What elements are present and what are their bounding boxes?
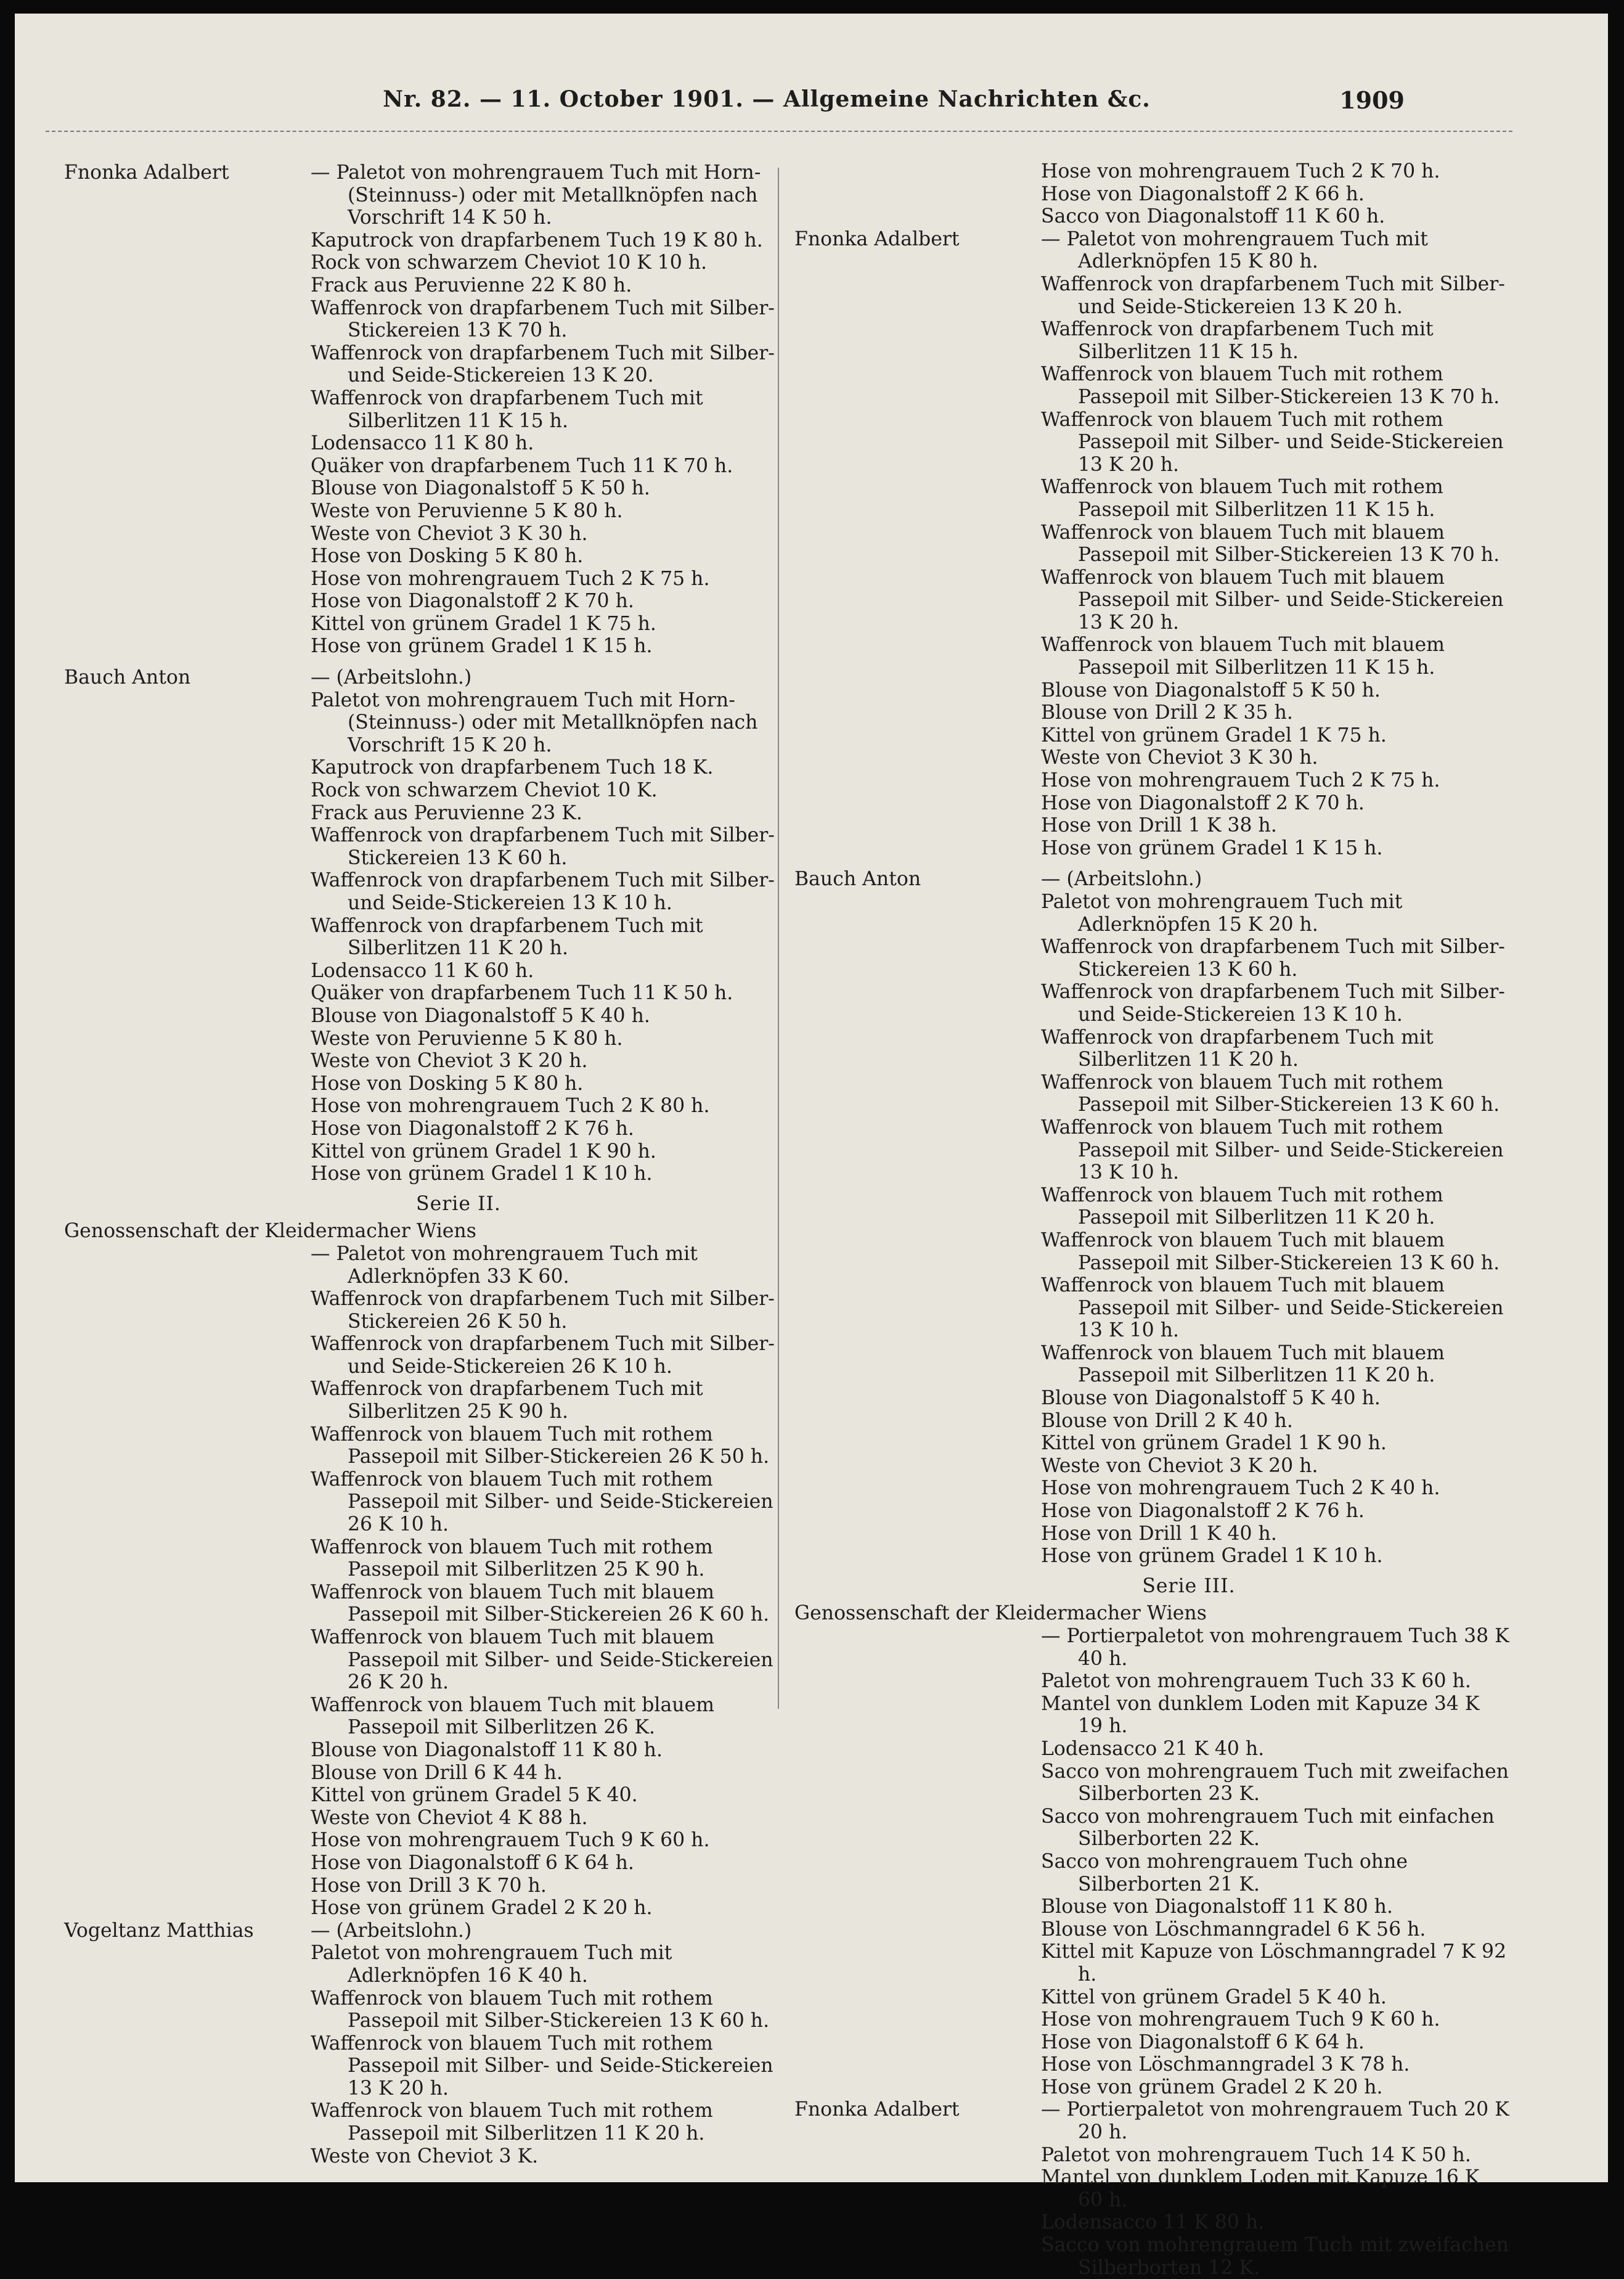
price-item: Hose von mohrengrauem Tuch 2 K 80 h. bbox=[311, 1095, 710, 1118]
vendor-name: Bauch Anton bbox=[64, 666, 191, 689]
left-column bbox=[64, 162, 779, 2167]
price-item: Hose von grünem Gradel 2 K 20 h. bbox=[311, 1897, 653, 1920]
document-page bbox=[15, 14, 1608, 2279]
vendor-entry bbox=[794, 868, 1509, 1567]
price-item: Waffenrock von blauem Tuch mit rothem Passepoil mit Silber- und Seide-Stickereien 26 K 10 h. bbox=[311, 1468, 773, 1536]
price-item: Kittel von grünem Gradel 1 K 75 h. bbox=[311, 612, 656, 635]
price-list bbox=[311, 1920, 779, 2168]
price-item: — Paletot von mohrengrauem Tuch mit Adlerknöpfen 15 K 80 h. bbox=[1041, 227, 1428, 273]
price-item: Lodensacco 11 K 80 h. bbox=[1041, 2211, 1265, 2234]
price-item: Paletot von mohrengrauem Tuch mit Horn- (Steinnuss-) oder mit Metallknöpfen nach Vorschrift 15 K 20 h. bbox=[311, 689, 758, 756]
price-item: Waffenrock von blauem Tuch mit rothem Passepoil mit Silber- und Seide-Stickereien 13 K 20 h. bbox=[311, 2032, 773, 2100]
vendor-name: Fnonka Adalbert bbox=[64, 162, 229, 184]
price-item: Waffenrock von drapfarbenem Tuch mit Silber-Stickereien 13 K 70 h. bbox=[311, 297, 775, 342]
price-item: Hose von mohrengrauem Tuch 9 K 60 h. bbox=[1041, 2008, 1440, 2031]
price-item: Kaputrock von drapfarbenem Tuch 19 K 80 h. bbox=[311, 229, 763, 252]
price-item: Weste von Peruvienne 5 K 80 h. bbox=[311, 1027, 623, 1050]
price-item: Blouse von Diagonalstoff 5 K 40 h. bbox=[1041, 1387, 1381, 1410]
price-item: Hose von grünem Gradel 2 K 20 h. bbox=[1041, 2076, 1383, 2098]
price-item: Waffenrock von blauem Tuch mit rothem Passepoil mit Silberlitzen 11 K 20 h. bbox=[311, 2100, 713, 2145]
vendor-name: Genossenschaft der Kleidermacher Wiens bbox=[794, 1602, 1207, 1625]
price-item: Hose von grünem Gradel 1 K 10 h. bbox=[311, 1163, 653, 1185]
price-item: Waffenrock von drapfarbenem Tuch mit Silber- und Seide-Stickereien 13 K 20 h. bbox=[1041, 272, 1505, 318]
price-item: Kittel mit Kapuze von Löschmanngradel 7 K 92 h. bbox=[1041, 1941, 1507, 1986]
page-number: 1909 bbox=[1339, 86, 1405, 114]
price-list bbox=[311, 1243, 779, 1920]
price-item: Lodensacco 11 K 60 h. bbox=[311, 959, 534, 982]
price-item: Paletot von mohrengrauem Tuch mit Adlerknöpfen 15 K 20 h. bbox=[1041, 891, 1403, 936]
price-item: Hose von mohrengrauem Tuch 2 K 70 h. bbox=[1041, 160, 1440, 182]
price-item: Hose von Diagonalstoff 2 K 70 h. bbox=[311, 590, 634, 613]
price-item: Waffenrock von blauem Tuch mit blauem Passepoil mit Silberlitzen 11 K 15 h. bbox=[1041, 634, 1445, 679]
price-item: Hose von Löschmanngradel 3 K 78 h. bbox=[1041, 2053, 1410, 2076]
price-item: Kittel von grünem Gradel 1 K 75 h. bbox=[1041, 724, 1387, 747]
price-item: Sacco von mohrengrauem Tuch mit einfachen Silberborten 22 K. bbox=[1041, 1805, 1495, 1851]
page-header bbox=[15, 86, 1608, 123]
price-item: Kaputrock von drapfarbenem Tuch 18 K. bbox=[311, 756, 714, 779]
price-item: Rock von schwarzem Cheviot 10 K. bbox=[311, 779, 658, 802]
price-item: Waffenrock von drapfarbenem Tuch mit Silberlitzen 25 K 90 h. bbox=[311, 1378, 703, 1423]
price-item: Waffenrock von blauem Tuch mit blauem Passepoil mit Silber-Stickereien 13 K 70 h. bbox=[1041, 521, 1500, 567]
vendor-name: Vogeltanz Matthias bbox=[64, 1919, 254, 1942]
vendor-entry bbox=[794, 1602, 1509, 2098]
price-item: Waffenrock von blauem Tuch mit blauem Passepoil mit Silber- und Seide-Stickereien 26 K 20 h. bbox=[311, 1626, 773, 1694]
vendor-entry bbox=[64, 1920, 779, 2168]
price-item: Kittel von grünem Gradel 5 K 40. bbox=[311, 1784, 638, 1807]
vendor-entry bbox=[64, 1220, 779, 1919]
price-item: Weste von Cheviot 3 K 20 h. bbox=[1041, 1454, 1318, 1477]
price-item: Blouse von Diagonalstoff 5 K 50 h. bbox=[1041, 679, 1381, 702]
price-item: Waffenrock von blauem Tuch mit rothem Passepoil mit Silber-Stickereien 26 K 50 h. bbox=[311, 1423, 770, 1468]
price-item: Waffenrock von blauem Tuch mit blauem Passepoil mit Silberlitzen 26 K. bbox=[311, 1693, 715, 1739]
price-item: Waffenrock von blauem Tuch mit blauem Passepoil mit Silberlitzen 11 K 20 h. bbox=[1041, 1341, 1445, 1387]
price-item: Weste von Cheviot 4 K 88 h. bbox=[311, 1806, 588, 1829]
price-item: Mantel von dunklem Loden mit Kapuze 16 K 60 h. bbox=[1041, 2166, 1480, 2211]
price-item: Hose von grünem Gradel 1 K 10 h. bbox=[1041, 1545, 1383, 1568]
price-item: Rock von schwarzem Cheviot 10 K 10 h. bbox=[311, 252, 708, 274]
price-item: Waffenrock von blauem Tuch mit blauem Passepoil mit Silber-Stickereien 13 K 60 h. bbox=[1041, 1229, 1500, 1274]
price-item: Waffenrock von blauem Tuch mit blauem Passepoil mit Silber- und Seide-Stickereien 13 K 10 h. bbox=[1041, 1274, 1504, 1342]
price-item: Blouse von Drill 6 K 44 h. bbox=[311, 1761, 563, 1784]
price-item: Waffenrock von drapfarbenem Tuch mit Silber-Stickereien 13 K 60 h. bbox=[1041, 936, 1505, 981]
price-list bbox=[1041, 1625, 1509, 2098]
price-item: Sacco von mohrengrauem Tuch mit zweifachen Silberborten 23 K. bbox=[1041, 1760, 1509, 1806]
vendor-name: Fnonka Adalbert bbox=[794, 2098, 960, 2121]
price-item: Sacco von mohrengrauem Tuch mit zweifachen Silberborten 12 K. bbox=[1041, 2234, 1509, 2279]
price-item: Hose von Diagonalstoff 2 K 70 h. bbox=[1041, 792, 1365, 814]
price-item: — (Arbeitslohn.) bbox=[311, 1919, 472, 1942]
price-list bbox=[1041, 228, 1509, 860]
vendor-name: Genossenschaft der Kleidermacher Wiens bbox=[64, 1220, 476, 1243]
price-item: Waffenrock von drapfarbenem Tuch mit Silberlitzen 11 K 15 h. bbox=[311, 387, 703, 432]
price-item: Hose von Diagonalstoff 2 K 76 h. bbox=[311, 1117, 634, 1140]
price-item: Weste von Cheviot 3 K 30 h. bbox=[311, 522, 588, 545]
price-item: Hose von grünem Gradel 1 K 15 h. bbox=[1041, 837, 1383, 859]
price-item: Blouse von Diagonalstoff 5 K 50 h. bbox=[311, 477, 650, 500]
price-item: Blouse von Drill 2 K 35 h. bbox=[1041, 702, 1293, 724]
price-item: Hose von mohrengrauem Tuch 9 K 60 h. bbox=[311, 1829, 710, 1852]
price-item: Blouse von Diagonalstoff 11 K 80 h. bbox=[311, 1738, 663, 1761]
price-list bbox=[311, 162, 779, 658]
price-item: Mantel von dunklem Loden mit Kapuze 34 K 19 h. bbox=[1041, 1692, 1480, 1738]
price-item: Blouse von Diagonalstoff 11 K 80 h. bbox=[1041, 1896, 1393, 1918]
price-item: Quäker von drapfarbenem Tuch 11 K 70 h. bbox=[311, 454, 733, 477]
vendor-entry bbox=[64, 666, 779, 1185]
running-header: Nr. 82. — 11. October 1901. — Allgemeine Nachrichten &c. bbox=[383, 86, 1151, 112]
price-item: Paletot von mohrengrauem Tuch 33 K 60 h. bbox=[1041, 1670, 1471, 1693]
continued-entry bbox=[794, 160, 1509, 228]
price-item: Quäker von drapfarbenem Tuch 11 K 50 h. bbox=[311, 982, 733, 1005]
price-item: Waffenrock von drapfarbenem Tuch mit Silber- und Seide-Stickereien 26 K 10 h. bbox=[311, 1333, 775, 1378]
price-item: Waffenrock von blauem Tuch mit rothem Passepoil mit Silberlitzen 25 K 90 h. bbox=[311, 1536, 713, 1581]
price-item: Hose von mohrengrauem Tuch 2 K 75 h. bbox=[1041, 769, 1440, 792]
price-item: Waffenrock von blauem Tuch mit rothem Passepoil mit Silberlitzen 11 K 20 h. bbox=[1041, 1184, 1443, 1229]
price-list bbox=[311, 666, 779, 1185]
price-item: Waffenrock von blauem Tuch mit rothem Passepoil mit Silber-Stickereien 13 K 60 h. bbox=[311, 1987, 770, 2032]
vendor-entry bbox=[794, 228, 1509, 860]
price-item: Paletot von mohrengrauem Tuch mit Adlerknöpfen 16 K 40 h. bbox=[311, 1942, 672, 1987]
price-item: Hose von Dosking 5 K 80 h. bbox=[311, 1072, 584, 1095]
price-item: Sacco von Diagonalstoff 11 K 60 h. bbox=[1041, 205, 1385, 228]
price-item: Blouse von Diagonalstoff 5 K 40 h. bbox=[311, 1004, 650, 1027]
price-item: — (Arbeitslohn.) bbox=[311, 666, 472, 689]
price-item: Waffenrock von blauem Tuch mit rothem Passepoil mit Silber- und Seide-Stickereien 13 K 20 h. bbox=[1041, 408, 1504, 476]
price-item: Weste von Cheviot 3 K 30 h. bbox=[1041, 747, 1318, 769]
series-heading: Serie III. bbox=[1142, 1574, 1236, 1597]
price-item: Waffenrock von drapfarbenem Tuch mit Silber- und Seide-Stickereien 13 K 10 h. bbox=[1041, 981, 1505, 1026]
price-item: Paletot von mohrengrauem Tuch 14 K 50 h. bbox=[1041, 2143, 1471, 2166]
price-item: Waffenrock von blauem Tuch mit rothem Passepoil mit Silberlitzen 11 K 15 h. bbox=[1041, 476, 1443, 521]
header-rule bbox=[46, 131, 1512, 132]
price-item: Lodensacco 21 K 40 h. bbox=[1041, 1737, 1265, 1760]
price-item: Hose von Dosking 5 K 80 h. bbox=[311, 545, 584, 568]
price-item: Waffenrock von drapfarbenem Tuch mit Silber- und Seide-Stickereien 13 K 10 h. bbox=[311, 869, 775, 914]
price-item: — (Arbeitslohn.) bbox=[1041, 868, 1202, 891]
price-item: Waffenrock von drapfarbenem Tuch mit Silber- und Seide-Stickereien 13 K 20. bbox=[311, 342, 775, 387]
price-item: Weste von Cheviot 3 K. bbox=[311, 2145, 539, 2167]
price-item: Hose von mohrengrauem Tuch 2 K 75 h. bbox=[311, 567, 710, 590]
price-item: Waffenrock von blauem Tuch mit rothem Passepoil mit Silber-Stickereien 13 K 70 h. bbox=[1041, 363, 1500, 408]
price-item: Blouse von Löschmanngradel 6 K 56 h. bbox=[1041, 1918, 1426, 1941]
vendor-name: Bauch Anton bbox=[794, 868, 921, 891]
price-item: Hose von Diagonalstoff 6 K 64 h. bbox=[1041, 2031, 1365, 2053]
price-item: Waffenrock von drapfarbenem Tuch mit Silber-Stickereien 26 K 50 h. bbox=[311, 1288, 775, 1333]
price-item: Waffenrock von drapfarbenem Tuch mit Silberlitzen 11 K 20 h. bbox=[1041, 1026, 1434, 1071]
price-list bbox=[1041, 160, 1509, 228]
price-item: Weste von Peruvienne 5 K 80 h. bbox=[311, 499, 623, 522]
price-item: Waffenrock von blauem Tuch mit rothem Passepoil mit Silber-Stickereien 13 K 60 h. bbox=[1041, 1071, 1500, 1116]
vendor-entry bbox=[64, 162, 779, 658]
price-item: Kittel von grünem Gradel 1 K 90 h. bbox=[311, 1140, 656, 1163]
series-heading: Serie II. bbox=[416, 1192, 501, 1215]
price-item: Frack aus Peruvienne 23 K. bbox=[311, 801, 582, 824]
price-item: Hose von grünem Gradel 1 K 15 h. bbox=[311, 635, 653, 658]
price-item: Kittel von grünem Gradel 1 K 90 h. bbox=[1041, 1432, 1387, 1455]
price-item: Kittel von grünem Gradel 5 K 40 h. bbox=[1041, 1986, 1387, 2008]
right-column bbox=[794, 160, 1509, 2279]
price-item: Weste von Cheviot 3 K 20 h. bbox=[311, 1050, 588, 1073]
price-item: Hose von Drill 3 K 70 h. bbox=[311, 1874, 547, 1897]
price-item: Blouse von Drill 2 K 40 h. bbox=[1041, 1409, 1293, 1432]
price-item: Waffenrock von drapfarbenem Tuch mit Silberlitzen 11 K 15 h. bbox=[1041, 318, 1434, 363]
price-item: — Paletot von mohrengrauem Tuch mit Adlerknöpfen 33 K 60. bbox=[311, 1242, 698, 1288]
vendor-name: Fnonka Adalbert bbox=[794, 227, 960, 250]
vendor-entry bbox=[794, 2098, 1509, 2279]
price-item: Hose von Diagonalstoff 6 K 64 h. bbox=[311, 1851, 634, 1874]
price-item: Hose von Diagonalstoff 2 K 66 h. bbox=[1041, 182, 1365, 205]
price-item: Sacco von mohrengrauem Tuch ohne Silberborten 21 K. bbox=[1041, 1850, 1408, 1896]
price-item: Hose von Diagonalstoff 2 K 76 h. bbox=[1041, 1500, 1365, 1523]
price-item: Waffenrock von blauem Tuch mit blauem Passepoil mit Silber-Stickereien 26 K 60 h. bbox=[311, 1581, 770, 1626]
price-list bbox=[1041, 2098, 1509, 2279]
price-item: — Portierpaletot von mohrengrauem Tuch 38 K 40 h. bbox=[1041, 1625, 1509, 1670]
price-item: Waffenrock von drapfarbenem Tuch mit Silberlitzen 11 K 20 h. bbox=[311, 914, 703, 960]
price-item: Hose von Drill 1 K 40 h. bbox=[1041, 1522, 1277, 1545]
price-item: Waffenrock von blauem Tuch mit rothem Passepoil mit Silber- und Seide-Stickereien 13 K 10 h. bbox=[1041, 1116, 1504, 1184]
price-item: — Portierpaletot von mohrengrauem Tuch 20 K 20 h. bbox=[1041, 2098, 1509, 2144]
price-item: Hose von Drill 1 K 38 h. bbox=[1041, 814, 1277, 837]
price-item: Waffenrock von blauem Tuch mit blauem Passepoil mit Silber- und Seide-Stickereien 13 K 20 h. bbox=[1041, 566, 1504, 634]
price-item: Lodensacco 11 K 80 h. bbox=[311, 432, 534, 455]
price-item: — Paletot von mohrengrauem Tuch mit Horn- (Steinnuss-) oder mit Metallknöpfen nach Vorschrift 14 K 50 h. bbox=[311, 162, 761, 229]
price-item: Frack aus Peruvienne 22 K 80 h. bbox=[311, 274, 632, 297]
price-list bbox=[1041, 868, 1509, 1567]
price-item: Waffenrock von drapfarbenem Tuch mit Silber-Stickereien 13 K 60 h. bbox=[311, 824, 775, 869]
price-item: Hose von mohrengrauem Tuch 2 K 40 h. bbox=[1041, 1477, 1440, 1500]
